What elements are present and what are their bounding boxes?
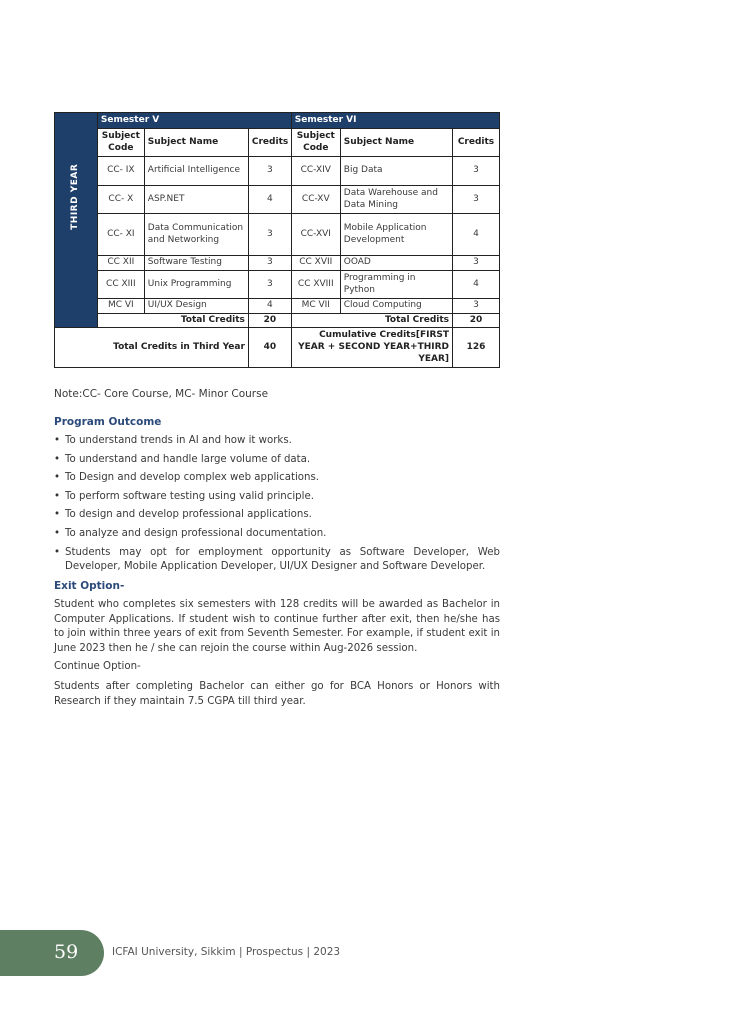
credits-value: 4: [453, 214, 500, 256]
subject-name: Mobile Application Development: [340, 214, 452, 256]
third-year-credits-label: Total Credits in Third Year: [55, 328, 249, 368]
credits-value: 3: [248, 214, 291, 256]
credits-value: 4: [248, 299, 291, 314]
cumulative-credits-label: Cumulative Credits[FIRST YEAR + SECOND YEAR+THIRD YEAR]: [291, 328, 452, 368]
third-year-credits-value: 40: [248, 328, 291, 368]
subject-code: MC VI: [97, 299, 144, 314]
footer-page-tab: [0, 930, 104, 976]
subject-name: Artificial Intelligence: [144, 157, 248, 186]
subject-code: CC-XVI: [291, 214, 340, 256]
column-header-credits: Credits: [248, 129, 291, 157]
credits-value: 3: [453, 256, 500, 271]
subject-name: Big Data: [340, 157, 452, 186]
column-header-subject-code: Subject Code: [97, 129, 144, 157]
exit-option-text: Student who completes six semesters with 128 credits will be awarded as Bachelor in Computer Applications. If student wish to continue further after exit, then he/she has to join within three years of exit from Seventh Semester. For example, if student exit in June 2023 then he / she can rejoin the course within Aug-2026 session.: [54, 599, 500, 654]
subject-code: CC XIII: [97, 271, 144, 299]
subject-code: CC XII: [97, 256, 144, 271]
subject-code: CC-XIV: [291, 157, 340, 186]
curriculum-table-container: [54, 112, 500, 368]
list-item: • To Design and develop complex web applications.: [54, 471, 500, 485]
credits-value: 3: [248, 157, 291, 186]
table-row: [55, 214, 500, 256]
subject-name: Unix Programming: [144, 271, 248, 299]
subject-code: CC XVII: [291, 256, 340, 271]
list-item: • Students may opt for employment opportunity as Software Developer, Web Developer, Mobile Application Developer, UI/UX Designer and Software Developer.: [54, 546, 500, 574]
subject-name: ASP.NET: [144, 186, 248, 214]
total-credits-sem5: 20: [248, 313, 291, 328]
list-item: • To design and develop professional applications.: [54, 508, 500, 522]
cumulative-credits-value: 126: [453, 328, 500, 368]
third-year-curriculum-table: [54, 112, 500, 368]
credits-value: 4: [248, 186, 291, 214]
credits-value: 3: [453, 157, 500, 186]
subject-code: CC- IX: [97, 157, 144, 186]
table-row: [55, 299, 500, 314]
subject-code: MC VII: [291, 299, 340, 314]
credits-value: 4: [453, 271, 500, 299]
subject-name: Software Testing: [144, 256, 248, 271]
footer-text: ICFAI University, Sikkim | Prospectus | 2023: [112, 946, 341, 958]
list-item: • To understand trends in AI and how it works.: [54, 434, 500, 448]
continue-option-heading: Continue Option-: [54, 661, 141, 672]
column-header-subject-name: Subject Name: [340, 129, 452, 157]
subject-name: Programming in Python: [340, 271, 452, 299]
semester-5-header: Semester V: [97, 113, 291, 129]
total-credits-sem6: 20: [453, 313, 500, 328]
list-item: • To perform software testing using valid principle.: [54, 490, 500, 504]
table-row: [55, 256, 500, 271]
page-number: 59: [54, 941, 79, 963]
column-header-subject-code: Subject Code: [291, 129, 340, 157]
table-row: [55, 157, 500, 186]
list-item: • To understand and handle large volume of data.: [54, 453, 500, 467]
credits-value: 3: [248, 271, 291, 299]
credits-value: 3: [453, 186, 500, 214]
semester-6-header: Semester VI: [291, 113, 499, 129]
table-row: [55, 271, 500, 299]
subject-name: Data Warehouse and Data Mining: [340, 186, 452, 214]
year-label: THIRD YEAR: [70, 164, 81, 231]
program-outcome-heading: Program Outcome: [54, 416, 162, 428]
column-header-subject-name: Subject Name: [144, 129, 248, 157]
total-credits-label: Total Credits: [97, 313, 248, 328]
subject-name: Data Communication and Networking: [144, 214, 248, 256]
year-label-cell: [55, 113, 98, 328]
total-credits-label: Total Credits: [291, 313, 452, 328]
program-outcome-list: [54, 434, 500, 578]
column-header-credits: Credits: [453, 129, 500, 157]
course-note: Note:CC- Core Course, MC- Minor Course: [54, 388, 269, 400]
table-row: [55, 186, 500, 214]
subject-code: CC-XV: [291, 186, 340, 214]
subject-name: UI/UX Design: [144, 299, 248, 314]
subject-code: CC- X: [97, 186, 144, 214]
continue-option-text: Students after completing Bachelor can either go for BCA Honors or Honors with Research if they maintain 7.5 CGPA till third year.: [54, 681, 500, 707]
exit-option-heading: Exit Option-: [54, 580, 125, 592]
list-item: • To analyze and design professional documentation.: [54, 527, 500, 541]
subject-code: CC- XI: [97, 214, 144, 256]
subject-name: OOAD: [340, 256, 452, 271]
credits-value: 3: [248, 256, 291, 271]
credits-value: 3: [453, 299, 500, 314]
subject-name: Cloud Computing: [340, 299, 452, 314]
subject-code: CC XVIII: [291, 271, 340, 299]
